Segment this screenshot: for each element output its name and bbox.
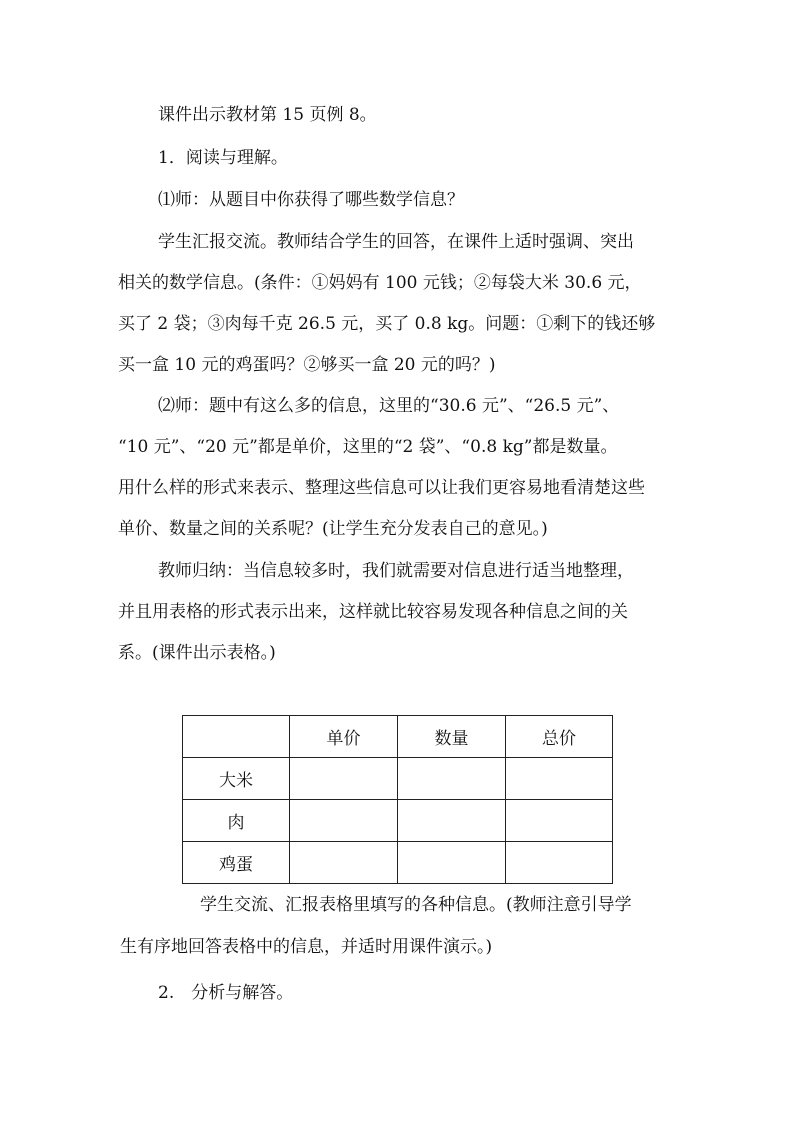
paragraph-line: 学生交流、汇报表格里填写的各种信息。(教师注意引导学 [200, 895, 632, 915]
section-heading-2: 2. 分析与解答。 [158, 983, 294, 1003]
table-cell [398, 758, 506, 800]
table-header-cell: 数量 [398, 716, 506, 758]
table-header-cell [183, 716, 290, 758]
paragraph-line: 生有序地回答表格中的信息，并适时用课件演示。) [120, 937, 493, 957]
table-cell [398, 800, 506, 842]
table-cell [506, 842, 613, 884]
paragraph-line: 并且用表格的形式表示出来，这样就比较容易发现各种信息之间的关 [118, 602, 628, 622]
table-cell: 大米 [183, 758, 290, 800]
table-cell: 鸡蛋 [183, 842, 290, 884]
paragraph-line: 单价、数量之间的关系呢？(让学生充分发表自己的意见。) [118, 519, 548, 539]
table-cell [290, 758, 398, 800]
teacher-question-1: ⑴师：从题目中你获得了哪些数学信息？ [158, 190, 464, 210]
table-cell: 肉 [183, 800, 290, 842]
table-cell [506, 758, 613, 800]
table-row [183, 842, 613, 884]
table-header-row [183, 716, 613, 758]
price-table [182, 715, 613, 884]
paragraph-line: 系。(课件出示表格。) [118, 643, 276, 663]
paragraph-intro: 课件出示教材第 15 页例 8。 [158, 105, 377, 125]
section-heading-1: 1．阅读与理解。 [158, 148, 288, 168]
table-cell [290, 842, 398, 884]
paragraph-line: ⑵师：题中有这么多的信息，这里的“30.6 元”、“26.5 元”、 [158, 396, 620, 416]
paragraph-line: 教师归纳：当信息较多时，我们就需要对信息进行适当地整理， [158, 561, 634, 581]
paragraph-line: “10 元”、“20 元”都是单价，这里的“2 袋”、“0.8 kg”都是数量。 [118, 437, 618, 457]
paragraph-line: 相关的数学信息。(条件：①妈妈有 100 元钱；②每袋大米 30.6 元， [118, 273, 642, 293]
table-header-cell: 单价 [290, 716, 398, 758]
paragraph-line: 用什么样的形式来表示、整理这些信息可以让我们更容易地看清楚这些 [118, 478, 645, 498]
table-cell [398, 842, 506, 884]
table-header-cell: 总价 [506, 716, 613, 758]
paragraph-line: 买一盒 10 元的鸡蛋吗？②够买一盒 20 元的吗？) [118, 355, 496, 375]
table-row [183, 758, 613, 800]
paragraph-line: 买了 2 袋；③肉每千克 26.5 元，买了 0.8 kg。问题：①剩下的钱还够 [118, 314, 656, 334]
paragraph-line: 学生汇报交流。教师结合学生的回答，在课件上适时强调、突出 [158, 232, 634, 252]
table-cell [506, 800, 613, 842]
table-cell [290, 800, 398, 842]
table-row [183, 800, 613, 842]
